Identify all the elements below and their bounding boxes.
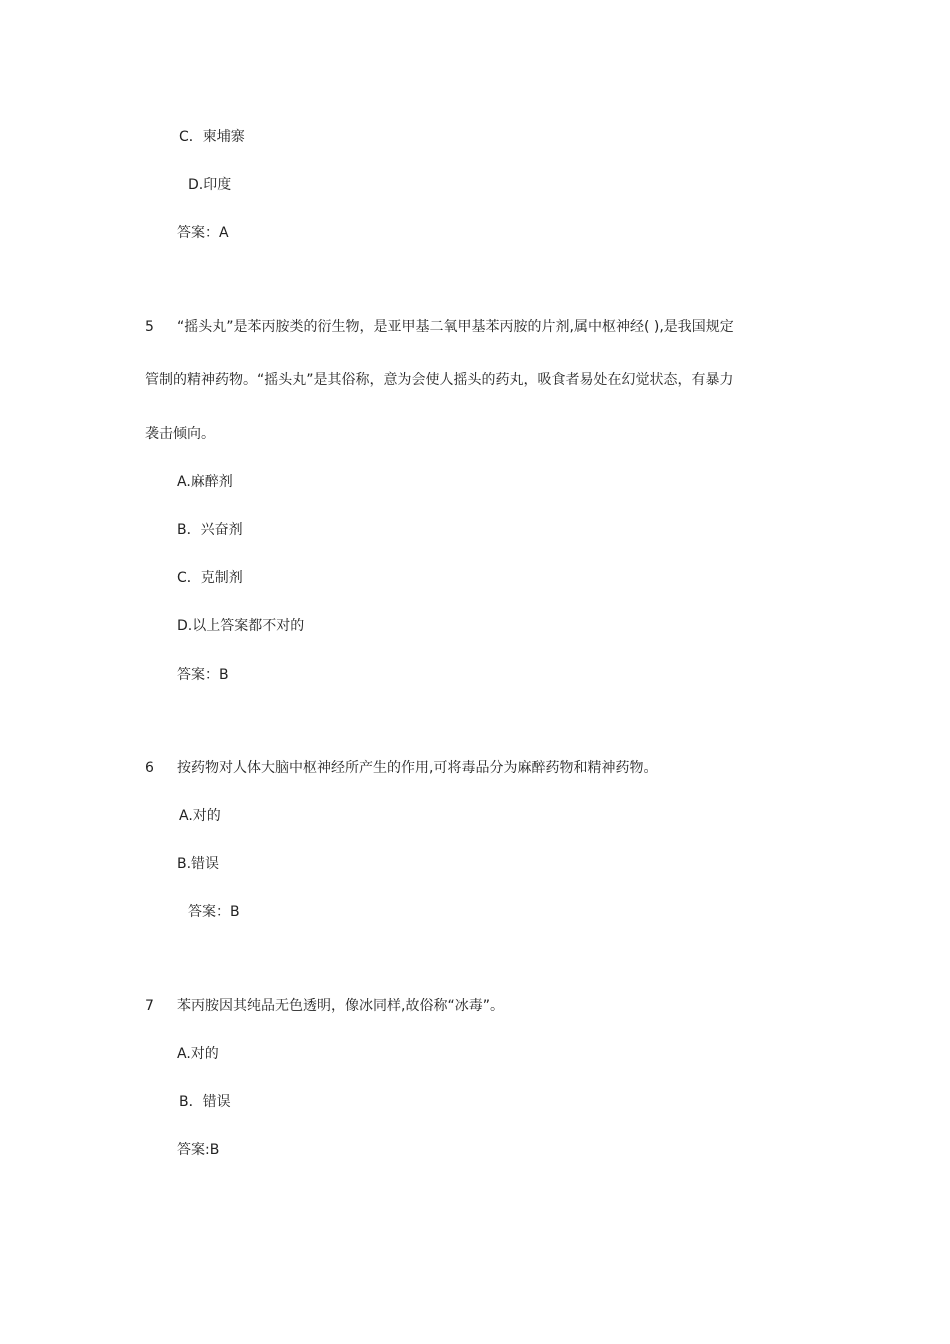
q5-option-a: A.麻醉剂 — [177, 474, 233, 490]
q5-text-line1: “摇头丸”是苯丙胺类的衍生物，是亚甲基二氧甲基苯丙胺的片剂,属中枢神经( ),是我国规定 — [177, 319, 734, 335]
q6-option-a: A.对的 — [179, 808, 221, 824]
q7-option-b: B．错误 — [179, 1094, 231, 1110]
q5-option-b: B．兴奋剂 — [177, 522, 243, 538]
q7-number: 7 — [145, 998, 154, 1014]
q5-text-line2: 管制的精神药物。“摇头丸”是其俗称，意为会使人摇头的药丸，吸食者易处在幻觉状态，有暴力 — [145, 372, 734, 388]
q7-option-a: A.对的 — [177, 1046, 219, 1062]
q5-number: 5 — [145, 319, 154, 335]
q6-answer: 答案：B — [188, 904, 240, 920]
q4-option-c: C．柬埔寨 — [179, 129, 245, 145]
q5-option-c: C．克制剂 — [177, 570, 243, 586]
q7-text: 苯丙胺因其纯品无色透明，像冰同样,故俗称“冰毒”。 — [177, 998, 504, 1014]
q4-option-d: D.印度 — [188, 177, 232, 193]
q4-answer: 答案：A — [177, 225, 229, 241]
q5-option-d: D.以上答案都不对的 — [177, 618, 305, 634]
q5-answer: 答案：B — [177, 667, 229, 683]
q6-text: 按药物对人体大脑中枢神经所产生的作用,可将毒品分为麻醉药物和精神药物。 — [177, 760, 658, 776]
q6-option-b: B.错误 — [177, 856, 220, 872]
q7-answer: 答案:B — [177, 1142, 220, 1158]
q5-text-line3: 袭击倾向。 — [145, 426, 215, 442]
q6-number: 6 — [145, 760, 154, 776]
